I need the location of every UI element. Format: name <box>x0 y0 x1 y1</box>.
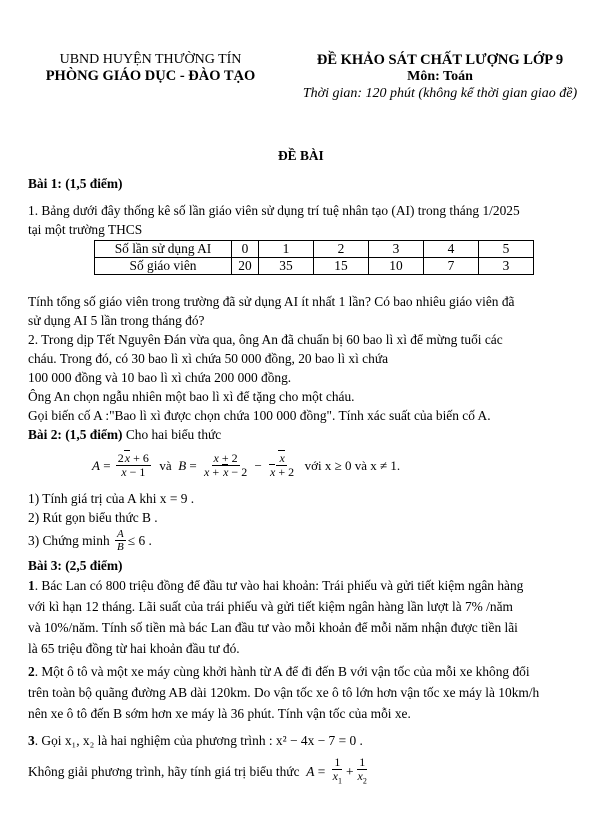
bai3-p1-line1 <box>28 578 523 594</box>
table-cell: 4 <box>424 241 479 258</box>
table-cell: 2 <box>314 241 369 258</box>
bai3-p1-num: 1 <box>28 578 35 593</box>
table-cell: 35 <box>259 258 314 275</box>
table-cell: Số lần sử dụng AI <box>95 241 232 258</box>
bai3-p3-text: . Gọi x₁, x₂ là hai nghiệm của phương trình : x² − 4x − 7 = 0 . <box>34 733 363 748</box>
bai3-p2-text: . Một ô tô và một xe máy cùng khởi hành từ A để đi đến B với vận tốc của mỗi xe không đổi <box>34 664 530 679</box>
bai3-p1-line4: là 65 triệu đồng từ hai khoản đầu tư đó. <box>28 641 240 656</box>
exam-subject: Môn: Toán <box>407 69 473 84</box>
org-line-1: UBND HUYỆN THƯỜNG TÍN <box>59 52 242 67</box>
org-header <box>28 52 273 85</box>
table-cell: 7 <box>424 258 479 275</box>
bai2-condition: với x ≥ 0 và x ≠ 1. <box>304 457 401 473</box>
bai3-p2-line2: trên toàn bộ quãng đường AB dài 120km. Do vận tốc xe ô tô lớn hơn vận tốc xe máy là 10km/h <box>28 685 540 700</box>
bai3-title: Bài 3: (2,5 điểm) <box>28 558 123 573</box>
statistics-table <box>94 240 534 275</box>
table-cell: 3 <box>479 258 534 275</box>
bai1-p2-line5: Gọi biến cố A :"Bao lì xì được chọn chứa 100 000 đồng". Tính xác suất của biến cố A. <box>28 408 491 423</box>
bai1-p2-line1: 2. Trong dịp Tết Nguyên Đán vừa qua, ông An đã chuẩn bị 60 bao lì xì để mừng tuổi các <box>28 332 503 347</box>
table-cell: 1 <box>259 241 314 258</box>
bai3-p2-line3: nên xe ô tô đến B sớm hơn xe máy là 36 phút. Tính vận tốc của mỗi xe. <box>28 706 411 721</box>
table-cell: 0 <box>232 241 259 258</box>
bai1-p1-line1: 1. Bảng dưới đây thống kê số lần giáo viên sử dụng trí tuệ nhân tạo (AI) trong tháng 1/2025 <box>28 203 520 218</box>
bai3-p3-line2-text: Không giải phương trình, hãy tính giá trị biểu thức <box>28 763 300 779</box>
bai1-title: Bài 1: (1,5 điểm) <box>28 176 123 191</box>
bai3-p2-num: 2 <box>28 664 35 679</box>
bai1-p1-line2: tại một trường THCS <box>28 222 143 237</box>
table-cell: Số giáo viên <box>95 258 232 275</box>
bai2-formula: A = $\frac{2x + 6}{x - 1}$ và B = $\frac{x + 2}{x + x - 2}$ − $\frac{x}{x + 2}$ với x ≥ 0 và x ≠ 1. <box>92 451 401 479</box>
table-row <box>95 241 534 258</box>
org-line-2: PHÒNG GIÁO DỤC - ĐÀO TẠO <box>45 68 256 84</box>
bai2-q1: 1) Tính giá trị của A khi x = 9 . <box>28 491 195 506</box>
table-cell: 15 <box>314 258 369 275</box>
table-cell: 3 <box>369 241 424 258</box>
bai2-q3-suffix: ≤ 6 . <box>127 532 152 548</box>
bai1-q-line2: sử dụng AI 5 lần trong tháng đó? <box>28 313 205 328</box>
bai3-p1-line3: và 10%/năm. Tính số tiền mà bác Lan đầu tư vào mỗi khoản để mỗi năm nhận được tiền lãi <box>28 620 518 635</box>
bai3-p1-text: . Bác Lan có 800 triệu đồng để đầu tư vào hai khoản: Trái phiếu và gửi tiết kiệm ngân hàng <box>34 578 524 593</box>
bai2-q3: 3) Chứng minh $\frac{A}{B}$ ≤ 6 . <box>28 528 152 553</box>
exam-header <box>285 52 595 102</box>
table-cell: 10 <box>369 258 424 275</box>
bai3-p3-line1 <box>28 733 363 749</box>
bai3-p1-line2: với kì hạn 12 tháng. Lãi suất của trái phiếu và gửi tiết kiệm ngân hàng lần lượt là 7% /năm <box>28 599 513 614</box>
bai1-q-line1: Tính tổng số giáo viên trong trường đã sử dụng AI ít nhất 1 lần? Có bao nhiêu giáo viên đã <box>28 294 515 309</box>
bai2-title: Bài 2: (1,5 điểm) <box>28 427 123 442</box>
bai2-q2: 2) Rút gọn biểu thức B . <box>28 510 158 525</box>
bai3-p2-line1 <box>28 664 530 680</box>
table-cell: 5 <box>479 241 534 258</box>
bai3-p3-num: 3 <box>28 733 35 748</box>
bai2-intro: Cho hai biểu thức <box>122 427 222 442</box>
de-bai-heading: ĐỀ BÀI <box>278 148 324 163</box>
bai2-q3-prefix: 3) Chứng minh <box>28 532 110 548</box>
bai3-p3-line2: Không giải phương trình, hãy tính giá trị biểu thức A = $\frac{1}{x_1}$ + $\frac{1}{x_2}$ <box>28 755 367 786</box>
table-row <box>95 258 534 275</box>
bai2-heading <box>28 427 221 443</box>
bai1-p2-line3: 100 000 đồng và 10 bao lì xì chứa 200 000 đồng. <box>28 370 292 385</box>
bai1-p2-line2: cháu. Trong đó, có 30 bao lì xì chứa 50 000 đồng, 20 bao lì xì chứa <box>28 351 389 366</box>
table-cell: 20 <box>232 258 259 275</box>
exam-title: ĐỀ KHẢO SÁT CHẤT LƯỢNG LỚP 9 <box>316 52 564 68</box>
bai1-p2-line4: Ông An chọn ngẫu nhiên một bao lì xì để tặng cho một cháu. <box>28 389 355 404</box>
exam-time: Thời gian: 120 phút (không kể thời gian giao đề) <box>302 86 578 101</box>
